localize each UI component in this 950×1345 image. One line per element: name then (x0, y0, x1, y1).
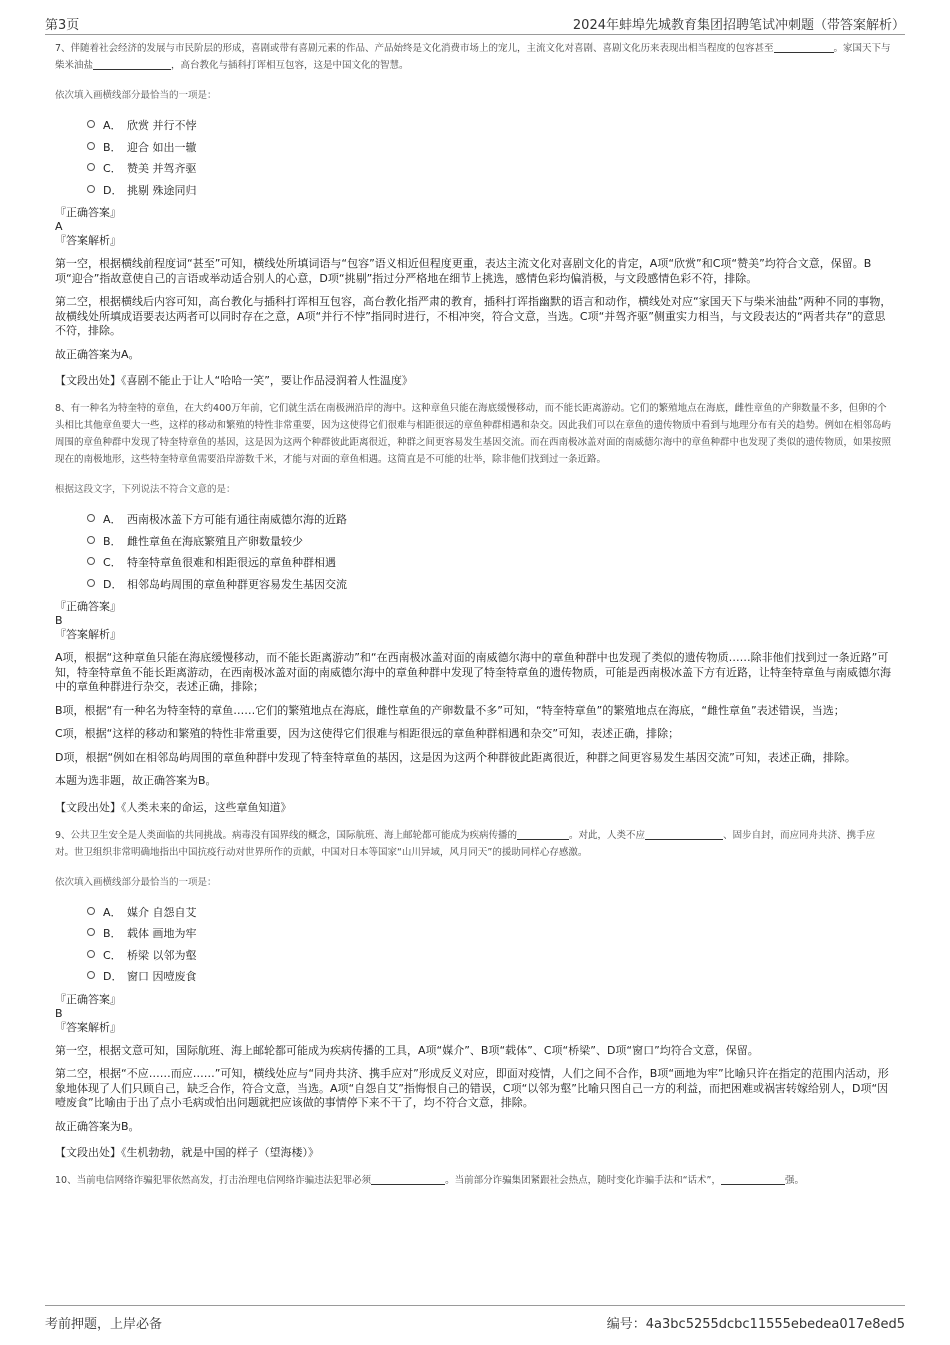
option-b[interactable]: B． 迎合 如出一辙 (87, 137, 892, 159)
correct-answer: B (55, 614, 63, 627)
correct-answer-label: 『正确答案』 (55, 206, 121, 219)
radio-icon[interactable] (87, 536, 95, 544)
radio-icon[interactable] (87, 971, 95, 979)
analysis-paragraph: 第一空，根据文意可知，国际航班、海上邮轮都可能成为疾病传播的工具，A项“媒介”、B项“载体”、C项“桥梁”、D项“窗口”均符合文意，保留。 (55, 1043, 759, 1057)
radio-icon[interactable] (87, 142, 95, 150)
document-title: 2024年蚌埠先城教育集团招聘笔试冲刺题（带答案解析） (572, 18, 905, 33)
options-list (87, 115, 892, 201)
option-a[interactable]: A． 媒介 自怨自艾 (87, 902, 892, 924)
correct-answer-label: 『正确答案』 (55, 600, 121, 613)
question-10 (55, 1172, 892, 1189)
analysis-paragraph: D项，根据“例如在相邻岛屿周围的章鱼种群中发现了特奎特章鱼的基因，这是因为这两个种群彼此距离很近，种群之间更容易发生基因交流”可知，表述正确，排除。 (55, 750, 856, 764)
radio-icon[interactable] (87, 950, 95, 958)
page-footer (45, 1305, 905, 1330)
analysis-label: 『答案解析』 (55, 628, 121, 641)
question-8 (55, 400, 892, 815)
question-prompt: 依次填入画横线部分最恰当的一项是： (55, 90, 217, 101)
option-c[interactable]: C． 桥梁 以邻为壑 (87, 945, 892, 967)
fill-blank (517, 828, 569, 840)
option-a[interactable]: A． 西南极冰盖下方可能有通往南威德尔海的近路 (87, 509, 892, 531)
question-9 (55, 827, 892, 1161)
radio-icon[interactable] (87, 928, 95, 936)
fill-blank (645, 828, 723, 840)
option-b[interactable]: B． 载体 画地为牢 (87, 923, 892, 945)
source-citation: 【文段出处】《生机勃勃，就是中国的样子（望海楼）》 (55, 1146, 319, 1159)
analysis-label: 『答案解析』 (55, 1020, 121, 1034)
option-a[interactable]: A． 欣赏 并行不悖 (87, 115, 892, 137)
option-c[interactable]: C． 特奎特章鱼很难和相距很远的章鱼种群相遇 (87, 552, 892, 574)
radio-icon[interactable] (87, 120, 95, 128)
question-stem: 8、有一种名为特奎特的章鱼，在大约400万年前，它们就生活在南极洲沿岸的海中。这种章鱼只能在海底缓慢移动，而不能长距离游动。它们的繁殖地点在海底，雌性章鱼的产卵数量不多，但卵的个头相比其他章鱼要大一些，这样的移动和繁殖的特性非常重要，因为这使得它们很难与相距很远的章鱼种群相遇和杂交。因此我们可以在章鱼的遗传物质中看到与地理分布有关的趋势。例如在相邻岛屿周围的章鱼种群中发现了特奎特章鱼的基因，这是因为这两个种群彼此距离很近，种群之间更容易发生基因交流。而在西南极冰盖对面的南威德尔海中的章鱼种群中也发现了类似的遗传物质，如果按照现在的南极地形，这些特奎特章鱼需要沿岸游数千米，才能与对面的章鱼相遇。这简直是不可能的壮举，除非他们找到过一条近路。 (55, 403, 892, 465)
fill-blank (774, 41, 834, 53)
radio-icon[interactable] (87, 163, 95, 171)
analysis-paragraph: C项，根据“这样的移动和繁殖的特性非常重要，因为这使得它们很难与相距很远的章鱼种群相遇和杂交”可知，表述正确，排除； (55, 727, 680, 740)
question-7 (55, 40, 892, 388)
page-number: 第3页 (45, 18, 80, 33)
document-code: 编号：4a3bc5255dcbc11555ebedea017e8ed5 (606, 1317, 905, 1332)
analysis-paragraph: 第一空，根据横线前程度词“甚至”可知，横线处所填词语与“包容”语义相近但程度更重，表达主流文化对喜剧文化的肯定，A项“欣赏”和C项“赞美”均符合文意，保留。B项“迎合”指故意使自己的言语或举动适合别人的心意，D项“挑剔”指过分严格地在细节上挑选，感情色彩均偏消极，与文段感情色彩不符，排除。 (55, 257, 872, 285)
fill-blank (371, 1173, 445, 1185)
radio-icon[interactable] (87, 579, 95, 587)
analysis-paragraph: 第二空，根据“不应……而应……”可知，横线处应与“同舟共济、携手应对”形成反义对应，即面对疫情，人们之间不合作，B项“画地为牢”比喻只许在指定的范围内活动，形象地体现了人们只顾自己，缺乏合作，符合文意，当选。A项“自怨自艾”指悔恨自己的错误，C项“以邻为壑”比喻只图自己一方的利益，而把困难或祸害转嫁给别人，D项“因噎废食”比喻由于出了点小毛病或怕出问题就把应该做的事情停下来不干了，均不符合文意，排除。 (55, 1067, 889, 1109)
question-stem: 9、公共卫生安全是人类面临的共同挑战。病毒没有国界线的概念，国际航班、海上邮轮都可能成为疾病传播的 。对此，人类不应 、固步自封，而应同舟共济、携手应对。世卫组织非常明确地指出中国抗疫行动对世界所作的贡献，中国对日本等国家“山川异域，风月同天”的援助同样心存感激。 (55, 829, 876, 858)
options-list (87, 902, 892, 988)
analysis-paragraph: B项，根据“有一种名为特奎特的章鱼……它们的繁殖地点在海底，雌性章鱼的产卵数量不多”可知，“特奎特章鱼”的繁殖地点在海底，“雌性章鱼”表述错误，当选； (55, 703, 845, 717)
fill-blank (721, 1173, 785, 1185)
footer-motto: 考前押题，上岸必备 (45, 1317, 163, 1332)
radio-icon[interactable] (87, 907, 95, 915)
page-content (55, 40, 892, 1189)
question-prompt: 依次填入画横线部分最恰当的一项是： (55, 876, 217, 888)
radio-icon[interactable] (87, 557, 95, 565)
question-stem: 10、当前电信网络诈骗犯罪依然高发，打击治理电信网络诈骗违法犯罪必须 。当前部分诈骗集团紧跟社会热点，随时变化诈骗手法和“话术”， 强。 (55, 1175, 804, 1186)
analysis-conclusion: 故正确答案为A。 (55, 347, 140, 361)
radio-icon[interactable] (87, 514, 95, 522)
analysis-conclusion: 故正确答案为B。 (55, 1119, 140, 1133)
analysis-conclusion: 本题为选非题，故正确答案为B。 (55, 774, 217, 787)
correct-answer: B (55, 1006, 63, 1020)
fill-blank (93, 58, 171, 70)
analysis-paragraph: 第二空，根据横线后内容可知，高台教化与插科打诨相互包容，高台教化指严肃的教育，插科打诨指幽默的语言和动作，横线处对应“家国天下与柴米油盐”两种不同的事物，故横线处所填成语要表达两者可以同时存在之意，A项“并行不悖”指同时进行，不相冲突，符合文意，当选。C项“并驾齐驱”侧重实力相当，与文段表达的“两者共存”的意思不符，排除。 (55, 295, 892, 337)
option-d[interactable]: D． 挑剔 殊途同归 (87, 180, 892, 202)
source-citation: 【文段出处】《人类未来的命运，这些章鱼知道》 (55, 800, 292, 814)
option-b[interactable]: B． 雌性章鱼在海底繁殖且产卵数量较少 (87, 531, 892, 553)
analysis-paragraph: A项，根据“这种章鱼只能在海底缓慢移动，而不能长距离游动”和“在西南极冰盖对面的南威德尔海中的章鱼种群中也发现了类似的遗传物质……除非他们找到过一条近路”可知，特奎特章鱼不能长距离游动，在西南极冰盖对面的南威德尔海中的章鱼种群中发现了特奎特章鱼的遗传物质，可能是西南极冰盖下方有近路，让特奎特章鱼与南威德尔海中的章鱼种群进行杂交，表述正确，排除； (55, 651, 891, 693)
analysis-label: 『答案解析』 (55, 234, 121, 247)
correct-answer-label: 『正确答案』 (55, 992, 121, 1006)
question-stem: 7、伴随着社会经济的发展与市民阶层的形成，喜剧或带有喜剧元素的作品、产品始终是文化消费市场上的宠儿，主流文化对喜剧、喜剧文化历来表现出相当程度的包容甚至 。家国天下与柴米油盐 ，高台教化与插科打诨相互包容，这是中国文化的智慧。 (55, 43, 891, 71)
question-prompt: 根据这段文字，下列说法不符合文意的是： (55, 484, 236, 495)
options-list (87, 509, 892, 595)
option-d[interactable]: D． 窗口 因噎废食 (87, 966, 892, 988)
correct-answer: A (55, 220, 63, 233)
radio-icon[interactable] (87, 185, 95, 193)
source-citation: 【文段出处】《喜剧不能止于让人“哈哈一笑”，要让作品浸润着人性温度》 (55, 374, 413, 387)
page-header (45, 12, 905, 35)
option-d[interactable]: D． 相邻岛屿周围的章鱼种群更容易发生基因交流 (87, 574, 892, 596)
option-c[interactable]: C． 赞美 并驾齐驱 (87, 158, 892, 180)
